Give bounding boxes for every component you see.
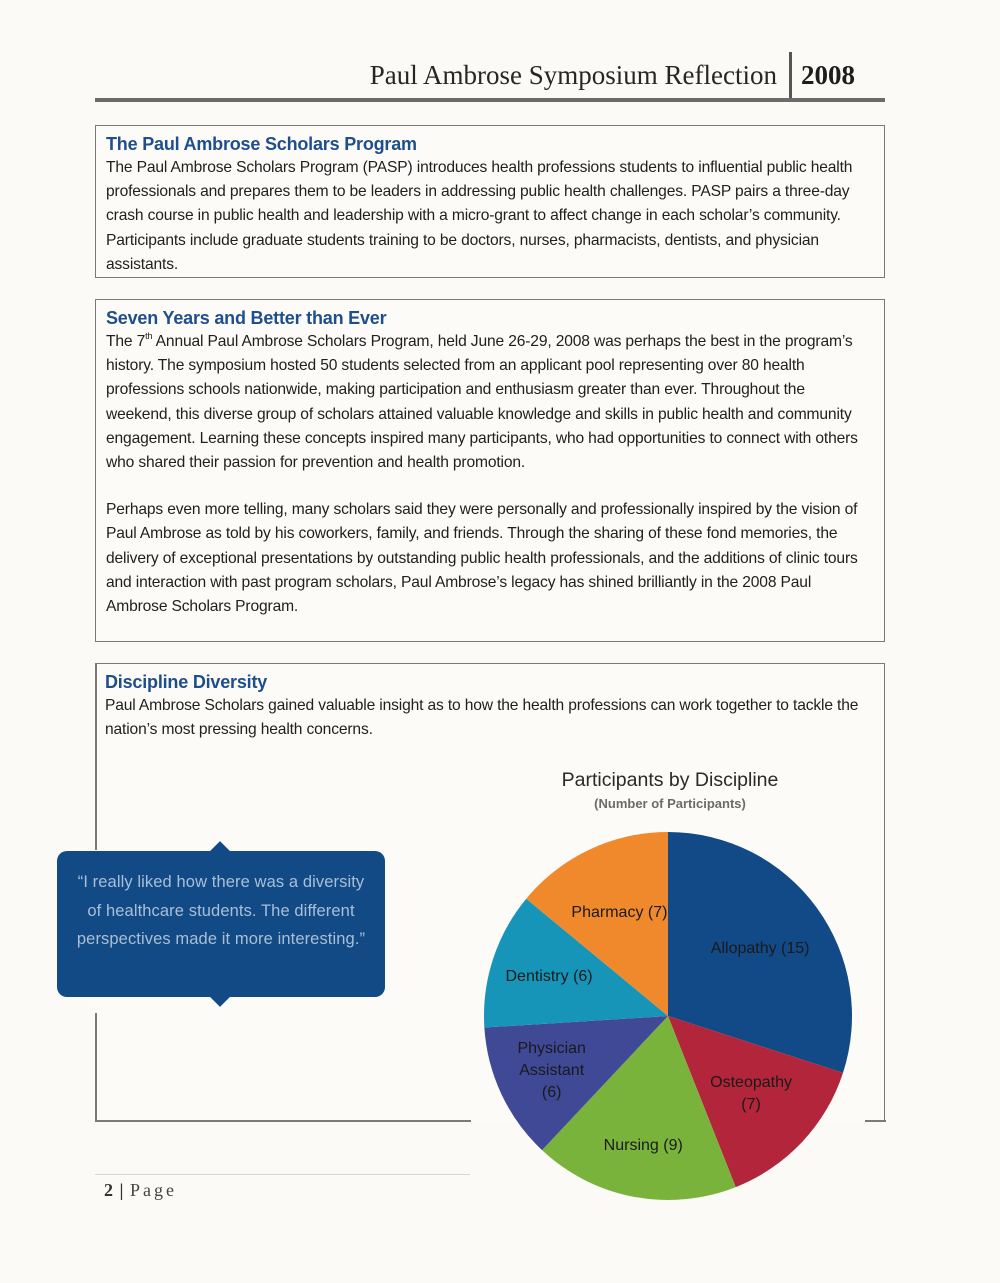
paragraph — [106, 330, 874, 475]
quote-callout — [57, 851, 385, 997]
page-footer — [104, 1180, 177, 1201]
pie-label: Pharmacy (7) — [571, 903, 668, 921]
section-seven-years — [95, 299, 885, 642]
document-year: 2008 — [801, 60, 855, 90]
paragraph-text: Annual Paul Ambrose Scholars Program, held June 26-29, 2008 was perhaps the best in the program’s history. The symposium hosted 50 students selected from an applicant pool representing over 80 health professions schools nationwide, making participation and enthusiasm greater than ever. Throughout the weekend, this diverse group of scholars attained valuable knowledge and skills in public health and community engagement. Learning these concepts inspired many participants, who had opportunities to connect with others who shared their passion for prevention and health promotion. — [106, 333, 858, 472]
footer-rule — [95, 1174, 470, 1175]
section-title: Seven Years and Better than Ever — [106, 308, 387, 328]
page-word: Page — [129, 1180, 177, 1200]
box-border — [95, 1013, 97, 1122]
pie-label: Nursing (9) — [603, 1137, 683, 1155]
page-separator: | — [119, 1180, 124, 1200]
pie-label: Dentistry (6) — [505, 968, 593, 986]
chart-title: Participants by Discipline — [561, 769, 779, 791]
box-border — [95, 1120, 471, 1122]
paragraph: The Paul Ambrose Scholars Program (PASP) introduces health professions students to influential public health professionals and prepares them to be leaders in addressing public health challenges. PASP pairs a three-day crash course in public health and leadership with a micro-grant to affect change in each scholar’s community. Participants include graduate students training to be doctors, nurses, pharmacists, dentists, and physician assistants. — [106, 159, 853, 273]
section-body — [106, 330, 874, 619]
document-title: Paul Ambrose Symposium Reflection — [369, 60, 777, 90]
pie-label: Physician Assistant (6) — [517, 1039, 586, 1101]
chart-subtitle: (Number of Participants) — [594, 796, 746, 811]
box-border — [95, 663, 97, 850]
section-scholars-program — [95, 125, 885, 278]
header-rule — [95, 98, 885, 102]
paragraph: Perhaps even more telling, many scholars said they were personally and professionally inspired by the vision of Paul Ambrose as told by his coworkers, family, and friends. Through the sharing of these fond memories, the delivery of exceptional presentations by outstanding public health professionals, and the additions of clinic tours and interaction with past program scholars, Paul Ambrose’s legacy has shined brilliantly in the 2008 Paul Ambrose Scholars Program. — [106, 501, 858, 616]
section-title: The Paul Ambrose Scholars Program — [106, 134, 417, 154]
header-divider — [789, 52, 792, 100]
section-body — [105, 694, 874, 742]
page-number: 2 — [104, 1180, 113, 1200]
quote-text: “I really liked how there was a diversity of healthcare students. The different perspectives made it more interesting.” — [76, 873, 366, 948]
pie-label: Osteopathy (7) — [710, 1074, 792, 1114]
section-body — [106, 156, 874, 277]
paragraph-text: The 7 — [106, 333, 146, 350]
pie-label: Allopathy (15) — [710, 939, 810, 957]
section-title: Discipline Diversity — [105, 672, 268, 692]
paragraph: Paul Ambrose Scholars gained valuable insight as to how the health professions can work together to tackle the nation’s most pressing health concerns. — [105, 697, 859, 739]
page-header — [95, 52, 885, 102]
ordinal-suffix: th — [145, 331, 153, 341]
box-border — [865, 1120, 886, 1122]
